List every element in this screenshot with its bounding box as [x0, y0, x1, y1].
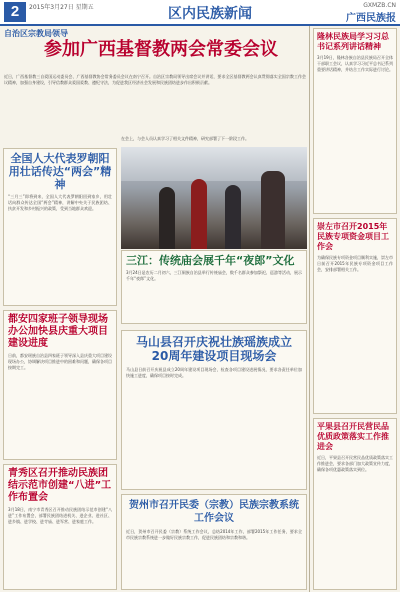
story-longlin-headline: 隆林民族局学习习总书记系列讲话精神: [317, 32, 389, 51]
story-qingxiu-body: 3月18日，南宁市青秀区召开推动民族团结示范市创建“八进”工作布置会，部署民族团结进机关、进企业、进社区、进乡镇、进学校、进寺庙、进军营、进家庭工作。: [8, 507, 112, 524]
story-pingguo: [313, 418, 397, 590]
story-mashan: [121, 330, 307, 490]
brand-name: 广西民族报: [346, 13, 396, 24]
lead-story: [4, 28, 306, 72]
page-header: [0, 0, 400, 26]
story-qingxiu-headline: 青秀区召开推动民族团结示范市创建“八进”工作布置会: [8, 468, 112, 503]
story-hezhou-body: 近日，贺州市召开民委（宗教）系统工作会议，总结2014年工作，部署2015年工作任务，要求全市民族宗教系统进一步做好民族宗教工作，促进民族团结和宗教和谐。: [126, 529, 302, 540]
lead-body: 近日，广西基督教三自爱国运动委员会、广西基督教协会常务委员会议在南宁召开。自治区宗教局领导出席会议并讲话，要求全区基督教两会认真贯彻落实全国宗教工作会议精神，加强自身建设，引导信教群众爱国爱教、遵纪守法，为促进我区经济社会发展和民族团结进步作出积极贡献。: [4, 74, 306, 85]
story-chongzuo-headline: 崇左市召开2015年民族专项资金项目工作会: [317, 222, 389, 251]
page-number: 2: [4, 2, 26, 22]
section-title: 区内民族新闻: [168, 6, 252, 22]
column-divider: [309, 26, 310, 592]
photo-caption-text: 3月24日是农历二月初六，三江侗族自治县举行传统庙会，数千名群众参加祭祀、巡游等活动，展示千年“夜郎”文化。: [126, 270, 302, 281]
mid-intro: 在会上，与会人员认真学习了相关文件精神，研究部署了下一阶段工作。: [121, 136, 249, 141]
lead-kicker: 自治区宗教局领导: [4, 29, 68, 38]
photo-caption-box: [121, 250, 307, 324]
photo-caption-title: 三江：传统庙会展千年“夜郎”文化: [126, 254, 295, 267]
story-longlin-body: 3月19日，隆林各族自治县民族局召开全体干部职工会议，认真学习习近平总书记系列重要讲话精神，并结合工作实际进行讨论。: [317, 55, 393, 72]
story-hezhou: [121, 494, 307, 590]
photo-figure: [191, 179, 207, 249]
story-duan-body: 日前，都安瑶族自治县四家班子领导深入县庆重大项目建设现场办公，协调解决项目推进中的困难和问题，确保各项目按期完工。: [8, 353, 112, 370]
story-chongzuo-body: 为确保民族专项资金项目顺利实施，崇左市日前召开2015年民族专项资金项目工作会，安排部署相关工作。: [317, 255, 393, 272]
story-hezhou-headline: 贺州市召开民委（宗教）民族宗教系统工作会议: [129, 500, 299, 524]
lead-headline: 参加广西基督教两会常委会议: [44, 39, 278, 60]
photo-temple-fair: [121, 147, 307, 249]
story-pingguo-body: 近日，平果县召开民营民品优质政策落实工作推进会，要求各部门加大政策宣传力度，确保各项优惠政策落实到位。: [317, 455, 393, 472]
story-pingguo-headline: 平果县召开民营民品优质政策落实工作推进会: [317, 422, 389, 451]
story-duan: [3, 310, 117, 460]
story-mashan-headline: 马山县召开庆祝壮族瑶族成立20周年建设项目现场会: [136, 335, 293, 363]
story-luochaoyang-body: “三月三”即将到来，全国人大代表罗朝阳回到家乡，用壮话向群众传达全国“两会”精神，讲解中央关于民族团结、扶贫开发和乡村振兴的政策，受到当地群众欢迎。: [8, 194, 112, 211]
story-luochaoyang: [3, 148, 117, 306]
brand: [346, 2, 396, 24]
story-qingxiu: [3, 464, 117, 590]
story-duan-headline: 都安四家班子领导现场办公加快县庆重大项目建设进度: [8, 314, 108, 349]
story-luochaoyang-headline: 全国人大代表罗朝阳用壮话传达“两会”精神: [8, 152, 112, 191]
story-longlin: [313, 28, 397, 214]
story-mashan-body: 马山县日前召开庆祝县成立20周年建设项目现场会，检查各项目建设进展情况，要求各责任单位加快施工进度，确保项目按时完成。: [126, 367, 302, 378]
issue-date: 2015年3月27日 星期五: [29, 4, 94, 11]
photo-figure: [261, 171, 285, 249]
story-chongzuo: [313, 218, 397, 414]
photo-figure: [159, 187, 175, 249]
brand-url: GXMZB.CN: [363, 2, 396, 9]
photo-figure: [225, 185, 241, 249]
